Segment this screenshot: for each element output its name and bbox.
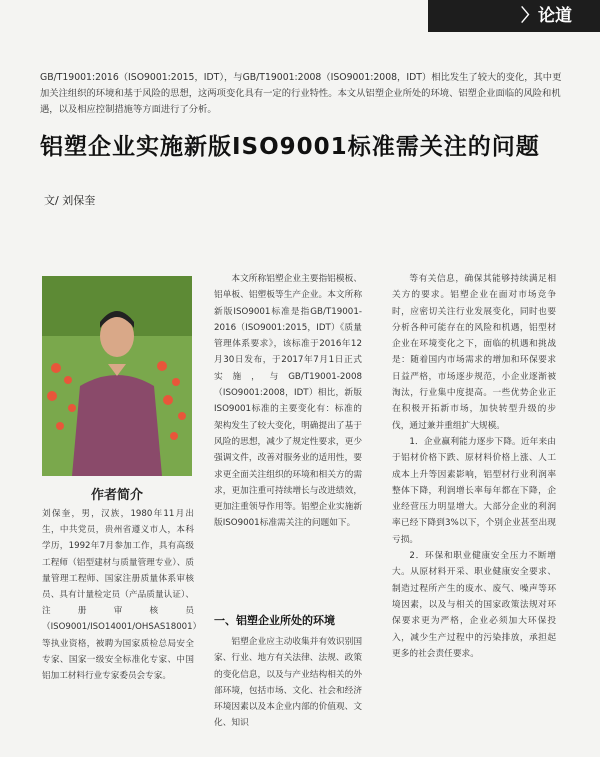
paragraph: 2．环保和职业健康安全压力不断增大。从原材料开采、职业健康安全要求、制造过程所产生的废水、废气、噪声等环境因素，以及与相关的国家政策法规对环保要求更为严格，企业必须加大环保投入，减少生产过程中的污染排放，承担起更多的社会责任要求。 xyxy=(392,551,556,659)
author-bio-heading: 作者简介 xyxy=(90,488,143,503)
paragraph: 本文所称铝塑企业主要指铝模板、铝单板、铝塑板等生产企业。本文所称新版ISO9001标准是指GB/T19001-2016（ISO9001:2015，IDT）《质量管理体系要求》，该标准于2016年12月30日发布，于2017年7月1日正式实施，与GB/T19001-2008（ISO9001:2008，IDT）相比，新版ISO9001标准的主要变化有：标准的架构发生了较大变化，明确提出了基于风险的思想，减少了规定性要求，更少强调文件，改善对服务业的适用性，要求更全面关注组织的环境和相关方的需求，更加注重可持续增长与改进绩效，更加注重领导作用等。铝塑企业实施新版ISO9001标准需关注的问题如下。 xyxy=(214,274,362,529)
paragraph: 铝塑企业应主动收集并有效识别国家、行业、地方有关法律、法规、政策的变化信息，以及与产业结构相关的外部环境，包括市场、文化、社会和经济环境因素以及本企业内部的价值观、文化、知识 xyxy=(214,637,362,729)
article-column-3 xyxy=(392,271,556,662)
author-portrait-image xyxy=(42,276,192,476)
section-tag: 〉论道 xyxy=(428,0,600,32)
abstract: GB/T19001:2016（ISO9001:2015，IDT），与GB/T19001:2008（ISO9001:2008，IDT）相比发生了较大的变化，其中更加关注组织的环境和基于风险的思想，这两项变化具有一定的行业特性。本文从铝塑企业所处的环境、铝塑企业面临的风险和机遇，以及相应控制措施等方面进行了分析。 xyxy=(40,72,562,115)
section-heading: 一、铝塑企业所处的环境 xyxy=(214,614,335,627)
article-column-2-continued xyxy=(214,634,362,732)
byline: 文/ 刘保奎 xyxy=(44,194,96,207)
article-column-2 xyxy=(214,271,362,532)
article-title: 铝塑企业实施新版ISO9001标准需关注的问题 xyxy=(40,134,540,160)
paragraph: 1．企业赢利能力逐步下降。近年来由于铝材价格下跌、原材料价格上涨、人工成本上升等因素影响，铝型材行业利润率整体下降，利润增长率每年都在下降，企业经营压力明显增大。大部分企业的利润率已经下降到3%以下，个别企业甚至出现亏损。 xyxy=(392,436,556,545)
author-bio-text: 刘保奎，男，汉族，1980年11月出生，中共党员，贵州省遵义市人，本科学历，1992年7月参加工作，具有高级工程师（铝型建材与质量管理专业）、质量管理工程师、国家注册质量体系审核员、具有计量检定员（产品质量认证）、注册审核员（ISO9001/ISO14001/OHSAS18001）等执业资格，被聘为国家质检总局安全专家、国家一级安全标准化专家、中国铝加工材料行业专家委员会专家。 xyxy=(42,509,202,682)
paragraph: 等有关信息，确保其能够持续满足相关方的要求。铝塑企业在面对市场竞争时，应密切关注行业发展变化，同时也要分析各种可能存在的风险和机遇，铝型材企业在环境变化之下，面临的机遇和挑战是：随着国内市场需求的增加和环保要求日益严格，市场逐步规范，小企业逐渐被淘汰，行业集中度提高。一些优势企业正在积极开拓新市场，加快转型升级的步伐，通过兼并重组扩大规模。 xyxy=(392,274,556,431)
author-photo xyxy=(42,276,192,476)
